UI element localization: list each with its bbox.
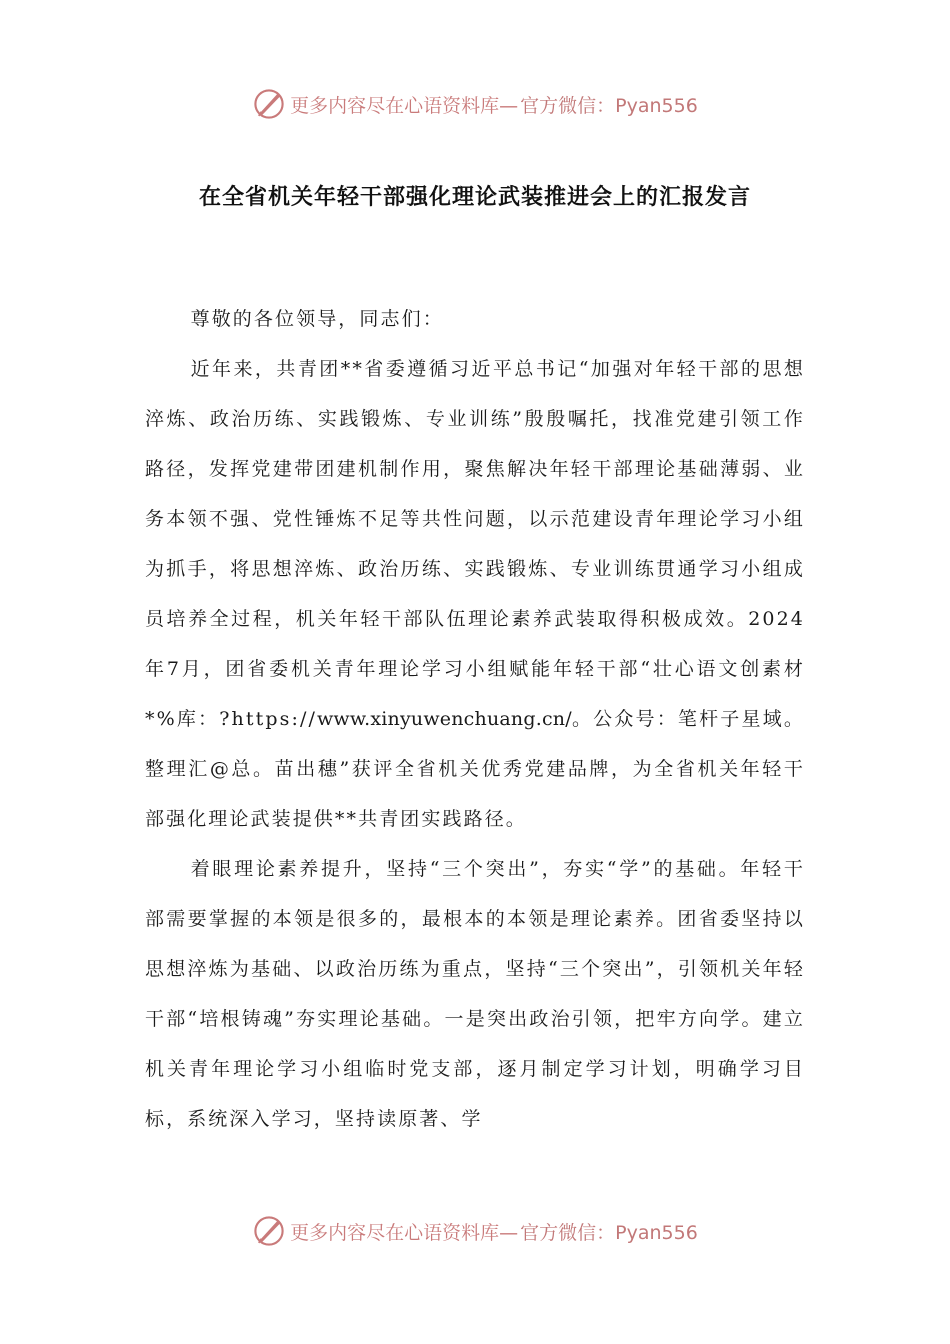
quill-logo-icon [252, 1214, 286, 1248]
document-body [145, 294, 805, 1144]
paragraph-2: 着眼理论素养提升，坚持“三个突出”，夯实“学”的基础。年轻干部需要掌握的本领是很多的，最根本的本领是理论素养。团省委坚持以思想淬炼为基础、以政治历练为重点，坚持“三个突出”，引领机关年轻干部“培根铸魂”夯实理论基础。一是突出政治引领，把牢方向学。建立机关青年理论学习小组临时党支部，逐月制定学习计划，明确学习目标，系统深入学习，坚持读原著、学 [145, 858, 805, 1130]
banner-suffix-text: 官方微信：Pyan556 [520, 1221, 698, 1244]
document-title: 在全省机关年轻干部强化理论武装推进会上的汇报发言 [198, 185, 751, 210]
watermark-banner-top [0, 84, 950, 124]
banner-main-text: 更多内容尽在心语资料库— [290, 1221, 519, 1244]
paragraph-1-part-1: 近年来，共青团**省委遵循习近平总书记“加强对年轻干部的思想淬炼、政治历练、实践锻炼、专业训练”殷殷嘱托，找准党建引领工作路径，发挥党建带团建机制作用，聚焦解决年轻干部理论基础薄弱、业务本领不强、党性锤炼不足等共性问题，以示范建设青年理论学习小组为抓手，将思想淬炼、政治历练、实践锻炼、专业训练贯通学习小组成员培养全过程，机关年轻干部队伍理论素养武装取得积极成效。2024年7月，团省委机关青年理论学习小组赋能年轻干部“壮心语文创素材*%库：?https:// [145, 358, 805, 730]
watermark-banner-bottom [0, 1211, 950, 1251]
paragraph-1 [145, 344, 805, 844]
banner-suffix-text: 官方微信：Pyan556 [520, 94, 698, 117]
banner-main-text: 更多内容尽在心语资料库— [290, 94, 519, 117]
salutation: 尊敬的各位领导，同志们： [190, 308, 444, 330]
quill-logo-icon [252, 87, 286, 121]
paragraph-1-part-2: 。公众号：笔杆子星域。整理汇@总。苗出穗”获评全省机关优秀党建品牌，为全省机关年轻干部强化理论武装提供**共青团实践路径。 [145, 708, 805, 830]
paragraph-1-url: www.xinyuwenchuang.cn/ [316, 708, 572, 730]
